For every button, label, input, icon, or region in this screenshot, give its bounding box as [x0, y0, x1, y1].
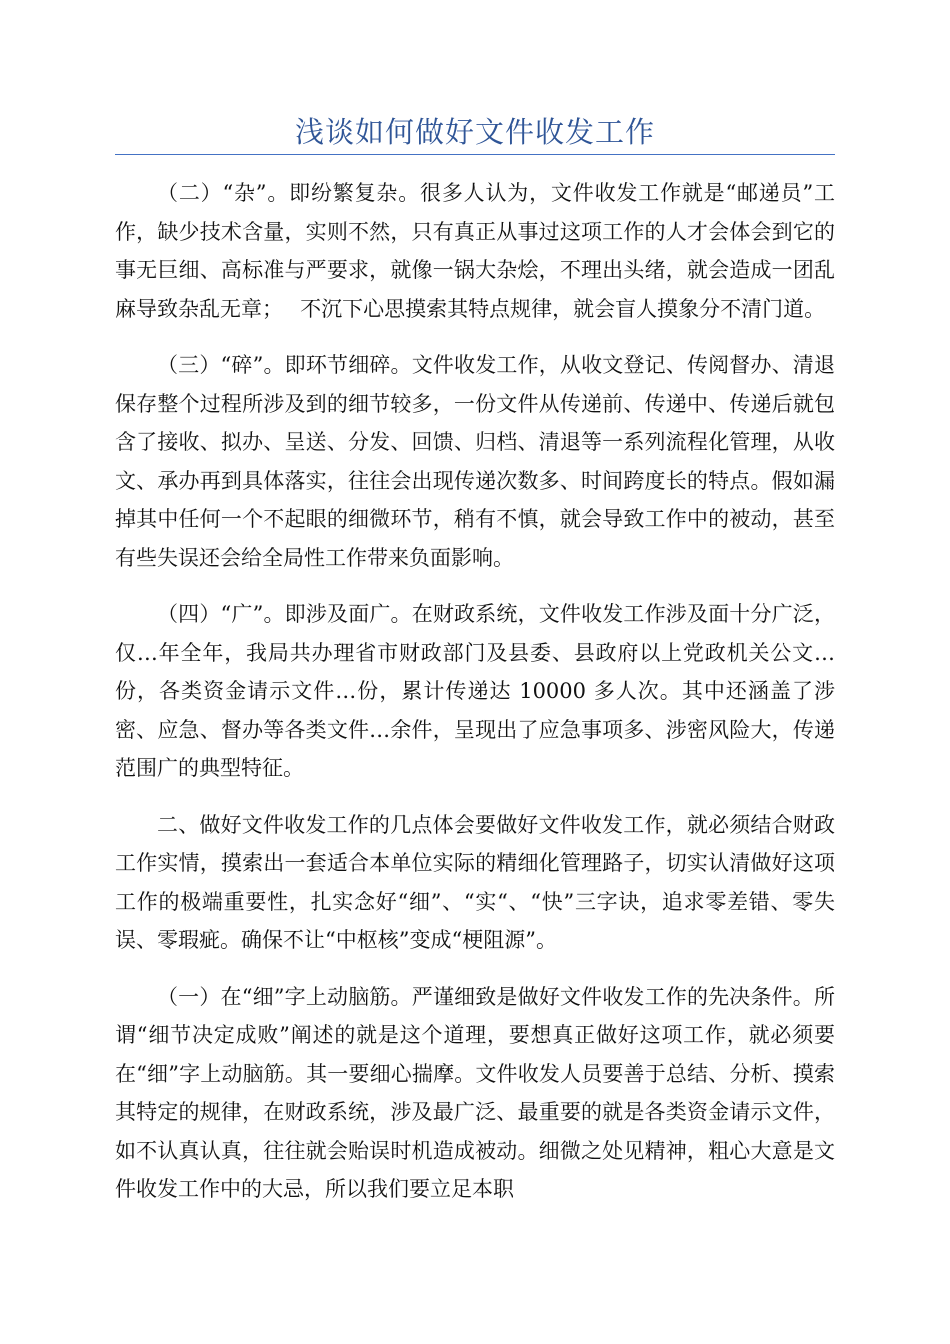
paragraph: （三）“碎”。即环节细碎。文件收发工作，从收文登记、传阅督办、清退保存整个过程所涉及到的细节较多，一份文件从传递前、传递中、传递后就包含了接收、拟办、呈送、分发、回馈、归档、清退等一系列流程化管理，从收文、承办再到具体落实，往往会出现传递次数多、时间跨度长的特点。假如漏掉其中任何一个不起眼的细微环节，稍有不慎，就会导致工作中的被动，甚至有些失误还会给全局性工作带来负面影响。 [115, 353, 835, 570]
document-title: 浅谈如何做好文件收发工作 [294, 115, 655, 149]
title-underline [115, 154, 835, 155]
paragraph: （二）“杂”。即纷繁复杂。很多人认为，文件收发工作就是“邮递员”工作，缺少技术含量，实则不然，只有真正从事过这项工作的人才会体会到它的事无巨细、高标准与严要求，就像一锅大杂烩，不理出头绪，就会造成一团乱麻导致杂乱无章； 不沉下心思摸索其特点规律，就会盲人摸象分不清门道。 [115, 181, 835, 321]
paragraph: （四）“广”。即涉及面广。在财政系统，文件收发工作涉及面十分广泛，仅…年全年，我局共办理省市财政部门及县委、县政府以上党政机关公文…份，各类资金请示文件…份，累计传递达 10000 多人次。其中还涵盖了涉密、应急、督办等各类文件…余件，呈现出了应急事项多、涉密风险大，传递范围广的典型特征。 [115, 602, 835, 780]
document-body [115, 174, 835, 1227]
paragraph: （一）在“细”字上动脑筋。严谨细致是做好文件收发工作的先决条件。所谓“细节决定成败”阐述的就是这个道理，要想真正做好这项工作，就必须要在“细”字上动脑筋。其一要细心揣摩。文件收发人员要善于总结、分析、摸索其特定的规律，在财政系统，涉及最广泛、最重要的就是各类资金请示文件，如不认真认真，往往就会贻误时机造成被动。细微之处见精神，粗心大意是文件收发工作中的大忌，所以我们要立足本职 [115, 984, 835, 1201]
paragraph: 二、做好文件收发工作的几点体会要做好文件收发工作，就必须结合财政工作实情，摸索出一套适合本单位实际的精细化管理路子，切实认清做好这项工作的极端重要性，扎实念好“细”、“实“、“快”三字诀，追求零差错、零失误、零瑕疵。确保不让“中枢核”变成“梗阻源”。 [115, 812, 835, 952]
